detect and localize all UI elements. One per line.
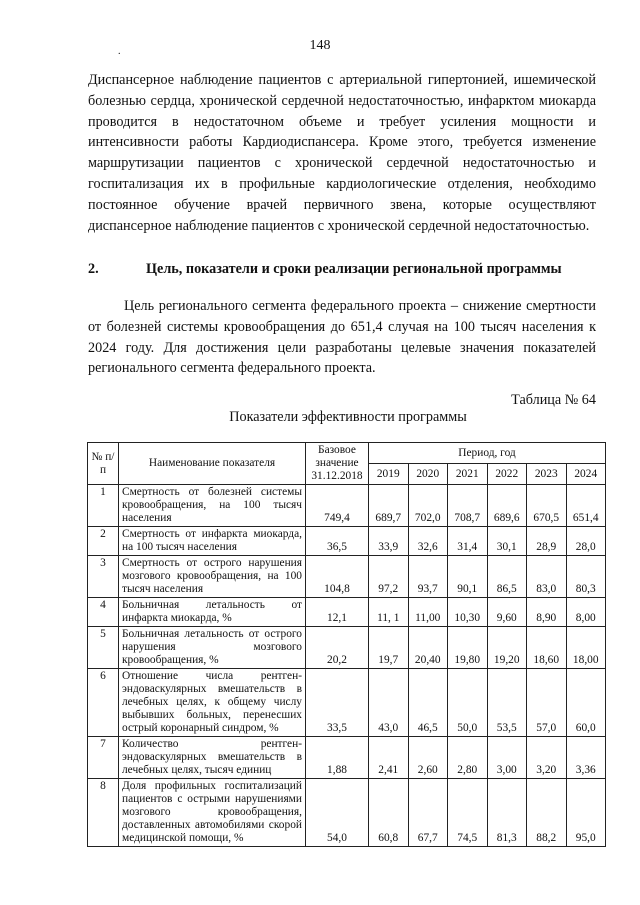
table-row xyxy=(88,627,606,669)
year-value: 50,0 xyxy=(448,669,488,737)
year-value: 708,7 xyxy=(448,485,488,527)
year-value: 3,36 xyxy=(566,737,606,779)
year-value: 702,0 xyxy=(408,485,448,527)
year-value: 3,00 xyxy=(487,737,527,779)
year-value: 3,20 xyxy=(527,737,567,779)
table-row xyxy=(88,556,606,598)
year-value: 57,0 xyxy=(527,669,567,737)
indicator-name: Количество рентген-эндоваскулярных вмешательств в лечебных целях, тысяч единиц xyxy=(119,737,306,779)
year-value: 19,7 xyxy=(369,627,409,669)
table-row xyxy=(88,598,606,627)
year-value: 10,30 xyxy=(448,598,488,627)
year-value: 95,0 xyxy=(566,779,606,847)
year-value: 11, 1 xyxy=(369,598,409,627)
header-name: Наименование показателя xyxy=(119,443,306,485)
indicators-table xyxy=(87,442,606,847)
base-value: 20,2 xyxy=(306,627,369,669)
year-value: 2,60 xyxy=(408,737,448,779)
year-value: 53,5 xyxy=(487,669,527,737)
goal-paragraph: Цель регионального сегмента федерального проекта – снижение смертности от болезней системы кровообращения до 651,4 случая на 100 тысяч населения к 2024 году. Для достижения цели разработаны целевые значения показателей регионального сегмента федерального проекта. xyxy=(88,298,596,377)
year-value: 67,7 xyxy=(408,779,448,847)
table-row xyxy=(88,669,606,737)
indicator-name: Больничная летальность от инфаркта миокарда, % xyxy=(119,598,306,627)
row-number: 1 xyxy=(88,485,119,527)
year-value: 60,8 xyxy=(369,779,409,847)
year-value: 28,0 xyxy=(566,527,606,556)
indicator-name: Смертность от болезней системы кровообращения, на 100 тысяч населения xyxy=(119,485,306,527)
year-value: 83,0 xyxy=(527,556,567,598)
table-header-row xyxy=(88,443,606,464)
year-value: 689,7 xyxy=(369,485,409,527)
year-value: 46,5 xyxy=(408,669,448,737)
year-value: 88,2 xyxy=(527,779,567,847)
base-value: 104,8 xyxy=(306,556,369,598)
year-value: 81,3 xyxy=(487,779,527,847)
year-value: 2,41 xyxy=(369,737,409,779)
page-number: 148 xyxy=(309,38,331,53)
year-value: 31,4 xyxy=(448,527,488,556)
table-row xyxy=(88,779,606,847)
section-heading xyxy=(88,261,608,278)
header-period: Период, год xyxy=(369,443,606,464)
year-value: 90,1 xyxy=(448,556,488,598)
row-number: 5 xyxy=(88,627,119,669)
indicator-name: Смертность от острого нарушения мозгового кровообращения, на 100 тысяч населения xyxy=(119,556,306,598)
row-number: 3 xyxy=(88,556,119,598)
year-value: 33,9 xyxy=(369,527,409,556)
indicator-name: Отношение числа рентген-эндоваскулярных вмешательств в лечебных целях, к общему числу выбывших больных, перенесших острый коронарный синдром, % xyxy=(119,669,306,737)
year-value: 8,90 xyxy=(527,598,567,627)
year-value: 32,6 xyxy=(408,527,448,556)
year-value: 19,20 xyxy=(487,627,527,669)
year-value: 97,2 xyxy=(369,556,409,598)
section-number: 2. xyxy=(88,261,99,277)
year-value: 19,80 xyxy=(448,627,488,669)
row-number: 7 xyxy=(88,737,119,779)
table-row xyxy=(88,485,606,527)
year-value: 86,5 xyxy=(487,556,527,598)
year-value: 30,1 xyxy=(487,527,527,556)
base-value: 1,88 xyxy=(306,737,369,779)
row-number: 8 xyxy=(88,779,119,847)
year-value: 80,3 xyxy=(566,556,606,598)
year-value: 9,60 xyxy=(487,598,527,627)
header-year: 2019 xyxy=(369,464,409,485)
header-num: № п/п xyxy=(88,443,119,485)
year-value: 43,0 xyxy=(369,669,409,737)
year-value: 74,5 xyxy=(448,779,488,847)
indicator-name: Доля профильных госпитализаций пациентов с острыми нарушениями мозгового кровообращения, доставленных автомобилями скорой медицинской помощи, % xyxy=(119,779,306,847)
header-year: 2023 xyxy=(527,464,567,485)
year-value: 93,7 xyxy=(408,556,448,598)
year-value: 8,00 xyxy=(566,598,606,627)
indicator-name: Больничная летальность от острого нарушения мозгового кровообращения, % xyxy=(119,627,306,669)
base-value: 36,5 xyxy=(306,527,369,556)
year-value: 670,5 xyxy=(527,485,567,527)
row-number: 2 xyxy=(88,527,119,556)
row-number: 4 xyxy=(88,598,119,627)
year-value: 2,80 xyxy=(448,737,488,779)
header-year: 2021 xyxy=(448,464,488,485)
year-value: 28,9 xyxy=(527,527,567,556)
table-title: Показатели эффективности программы xyxy=(229,409,467,425)
header-base: Базовое значение 31.12.2018 xyxy=(306,443,369,485)
year-value: 11,00 xyxy=(408,598,448,627)
year-value: 18,60 xyxy=(527,627,567,669)
year-value: 60,0 xyxy=(566,669,606,737)
header-year: 2022 xyxy=(487,464,527,485)
table-label: Таблица № 64 xyxy=(511,392,596,408)
base-value: 749,4 xyxy=(306,485,369,527)
year-value: 651,4 xyxy=(566,485,606,527)
table-row xyxy=(88,527,606,556)
base-value: 54,0 xyxy=(306,779,369,847)
year-value: 20,40 xyxy=(408,627,448,669)
base-value: 33,5 xyxy=(306,669,369,737)
indicator-name: Смертность от инфаркта миокарда, на 100 тысяч населения xyxy=(119,527,306,556)
year-value: 689,6 xyxy=(487,485,527,527)
header-year: 2024 xyxy=(566,464,606,485)
base-value: 12,1 xyxy=(306,598,369,627)
section-title: Цель, показатели и сроки реализации региональной программы xyxy=(146,261,562,277)
table-row xyxy=(88,737,606,779)
intro-paragraph: Диспансерное наблюдение пациентов с артериальной гипертонией, ишемической болезнью сердца, хронической сердечной недостаточностью, инфарктом миокарда проводится в недостаточном объеме и требует усиления мощности и интенсивности работы Кардиодиспансера. Кроме этого, требуется изменение маршрутизации пациентов с хронической сердечной недостаточностью и госпитализация их в профильные кардиологические отделения, необходимо постоянное обучение врачей первичного звена, которые осуществляют диспансерное наблюдение пациентов с хронической сердечной недостаточностью. xyxy=(88,72,596,234)
header-year: 2020 xyxy=(408,464,448,485)
year-value: 18,00 xyxy=(566,627,606,669)
stray-mark: . xyxy=(118,46,121,57)
row-number: 6 xyxy=(88,669,119,737)
